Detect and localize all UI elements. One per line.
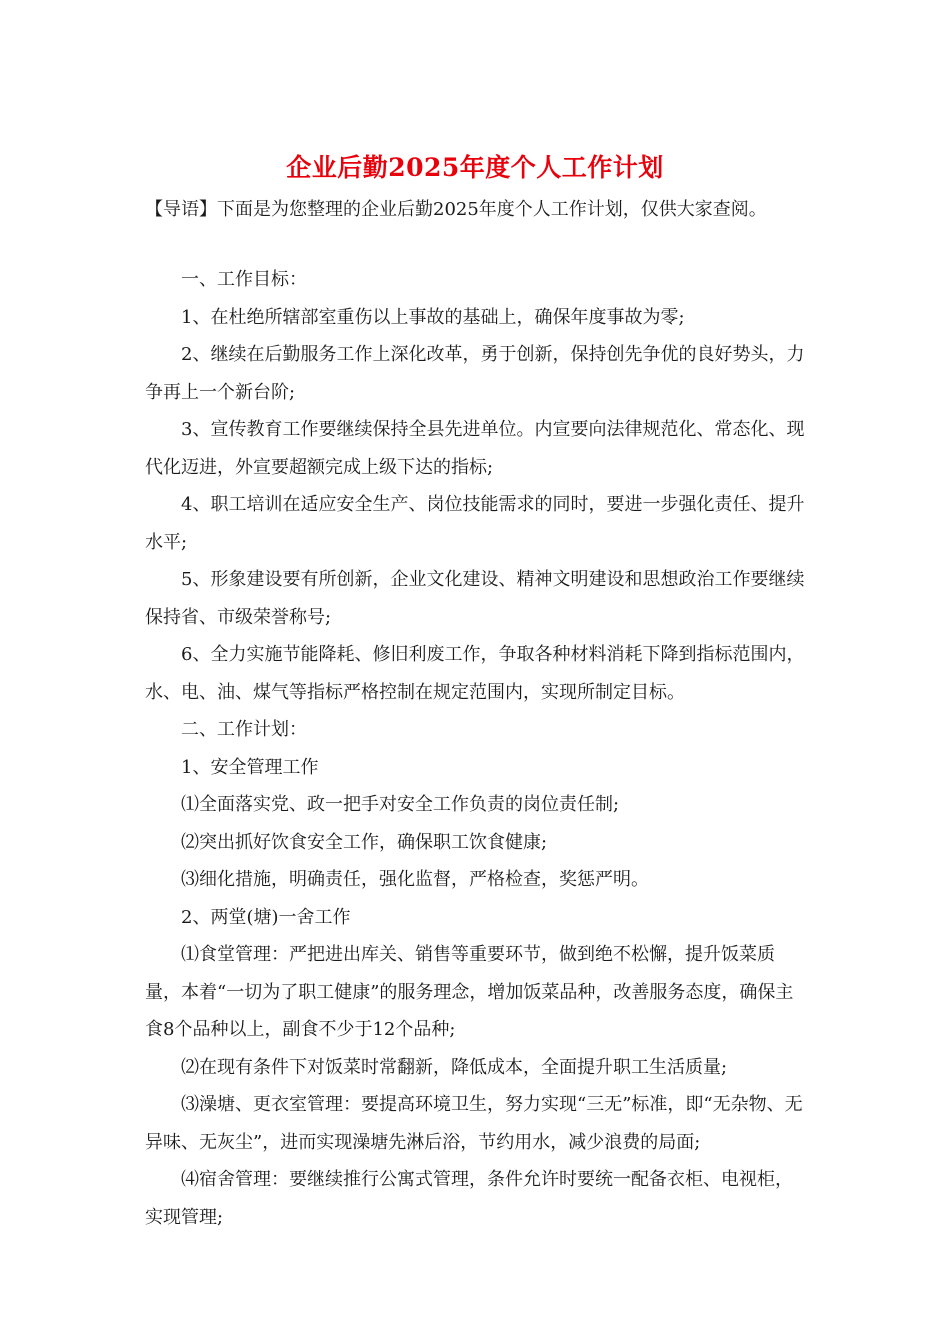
paragraph: 3、宣传教育工作要继续保持全县先进单位。内宣要向法律规范化、常态化、现代化迈进，外宣要超额完成上级下达的指标; (145, 419, 805, 478)
paragraph: 6、全力实施节能降耗、修旧利废工作，争取各种材料消耗下降到指标范围内，水、电、油、煤气等指标严格控制在规定范围内，实现所制定目标。 (145, 644, 805, 703)
document-body (145, 261, 805, 1236)
paragraph: 1、在杜绝所辖部室重伤以上事故的基础上，确保年度事故为零; (181, 306, 685, 328)
paragraph: ⑷宿舍管理：要继续推行公寓式管理，条件允许时要统一配备衣柜、电视柜，实现管理; (145, 1169, 793, 1228)
paragraph: ⑴食堂管理：严把进出库关、销售等重要环节，做到绝不松懈，提升饭菜质量，本着“一切为了职工健康”的服务理念，增加饭菜品种，改善服务态度，确保主食8个品种以上，副食不少于12个品种; (145, 944, 794, 1040)
paragraph: ⑶细化措施，明确责任，强化监督，严格检查，奖惩严明。 (181, 869, 649, 890)
paragraph: ⑴全面落实党、政一把手对安全工作负责的岗位责任制; (181, 794, 620, 815)
paragraph: ⑵在现有条件下对饭菜时常翻新，降低成本，全面提升职工生活质量; (181, 1056, 728, 1078)
paragraph: 5、形象建设要有所创新，企业文化建设、精神文明建设和思想政治工作要继续保持省、市级荣誉称号; (145, 569, 805, 628)
section-heading-goals: 一、工作目标： (181, 269, 307, 290)
paragraph: 4、职工培训在适应安全生产、岗位技能需求的同时，要进一步强化责任、提升水平; (145, 494, 805, 553)
section-heading-plan: 二、工作计划： (181, 719, 307, 740)
paragraph: ⑵突出抓好饮食安全工作，确保职工饮食健康; (181, 831, 548, 853)
document-title: 企业后勤2025年度个人工作计划 (286, 153, 664, 182)
subsection-heading: 2、两堂(塘)一舍工作 (181, 906, 351, 928)
paragraph: ⑶澡塘、更衣室管理：要提高环境卫生，努力实现“三无”标准，即“无杂物、无异味、无灰尘”，进而实现澡塘先淋后浴，节约用水，减少浪费的局面; (145, 1094, 803, 1153)
paragraph: 2、继续在后勤服务工作上深化改革，勇于创新，保持创先争优的良好势头，力争再上一个新台阶; (145, 344, 805, 403)
document-intro: 【导语】下面是为您整理的企业后勤2025年度个人工作计划，仅供大家查阅。 (145, 199, 767, 220)
subsection-heading: 1、安全管理工作 (181, 756, 319, 778)
